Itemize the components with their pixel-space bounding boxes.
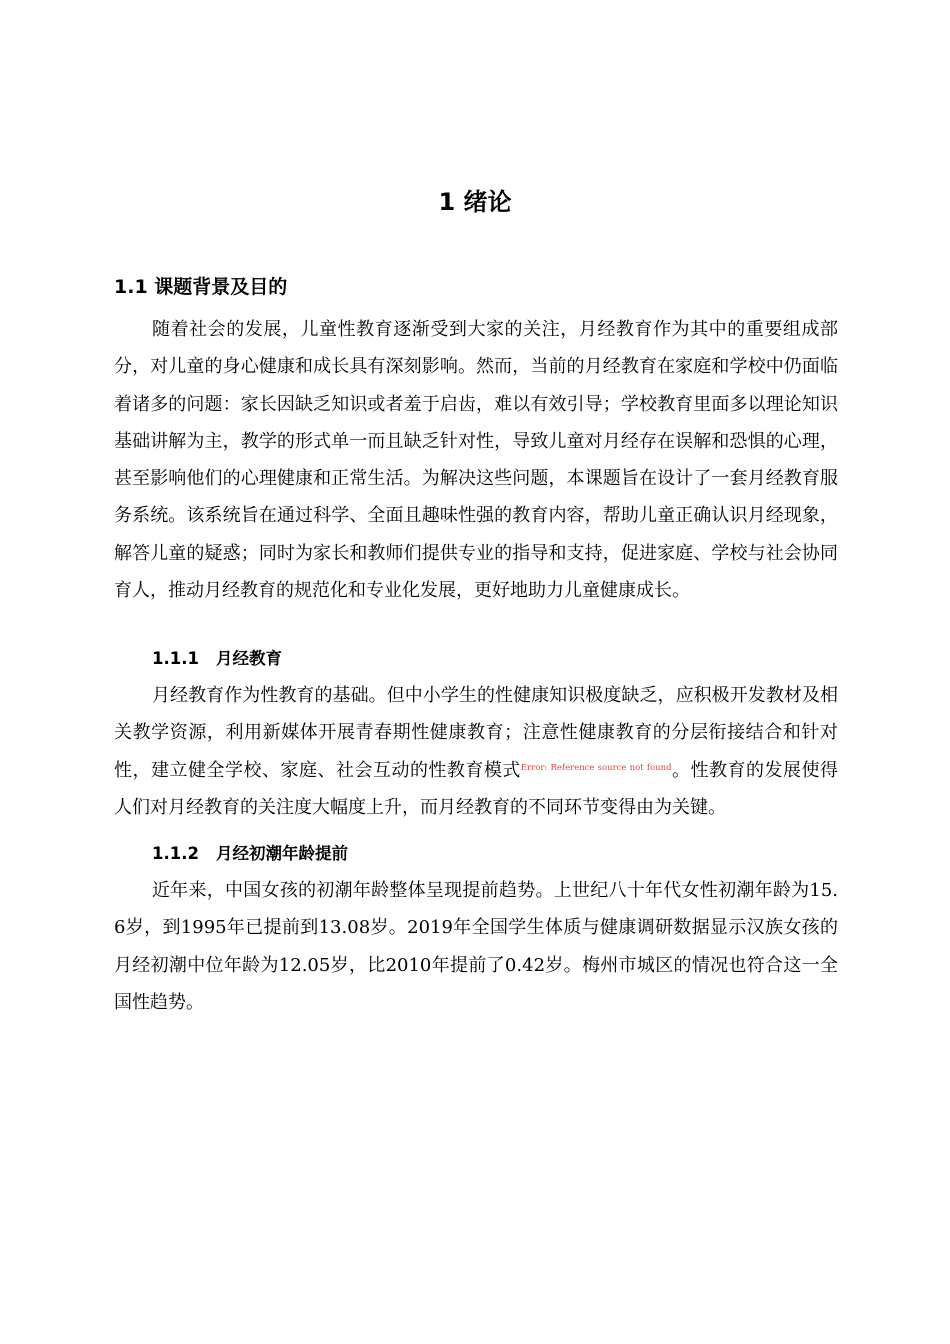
subsection-title-2: 月经初潮年龄提前 — [216, 844, 348, 863]
section-paragraph: 随着社会的发展，儿童性教育逐渐受到大家的关注，月经教育作为其中的重要组成部分，对儿童的身心健康和成长具有深刻影响。然而，当前的月经教育在家庭和学校中仍面临着诸多的问题：家长因缺乏知识或者羞于启齿，难以有效引导；学校教育里面多以理论知识基础讲解为主，教学的形式单一而且缺乏针对性，导致儿童对月经存在误解和恐惧的心理，甚至影响他们的心理健康和正常生活。为解决这些问题，本课题旨在设计了一套月经教育服务系统。该系统旨在通过科学、全面且趣味性强的教育内容，帮助儿童正确认识月经现象，解答儿童的疑惑；同时为家长和教师们提供专业的指导和支持，促进家庭、学校与社会协同育人，推动月经教育的规范化和专业化发展，更好地助力儿童健康成长。 — [114, 319, 838, 602]
subsection-title-1: 月经教育 — [216, 649, 282, 668]
subsection-paragraph-1 — [114, 677, 838, 826]
section-heading — [114, 273, 287, 301]
subsection-heading-1 — [152, 646, 282, 672]
section-title-text: 课题背景及目的 — [154, 276, 288, 298]
section-number: 1.1 — [114, 276, 148, 298]
subsection-heading-2 — [152, 841, 348, 867]
paragraph-text-before-ref: 月经教育作为性教育的基础。但中小学生的性健康知识极度缺乏，应积极开发教材及相关教学资源，利用新媒体开展青春期性健康教育；注意性健康教育的分层衔接结合和针对性，建立健全学校、家庭、社会互动的性教育模式 — [114, 685, 838, 781]
subsection-paragraph-2: 近年来，中国女孩的初潮年龄整体呈现提前趋势。上世纪八十年代女性初潮年龄为15.6岁，到1995年已提前到13.08岁。2019年全国学生体质与健康调研数据显示汉族女孩的月经初潮中位年龄为12.05岁，比2010年提前了0.42岁。梅州市城区的情况也符合这一全国性趋势。 — [114, 880, 838, 1013]
subsection-number-2: 1.1.2 — [152, 844, 199, 863]
paragraph-text-after-ref: 。性教育的发展使得人们对月经教育的关注度大幅度上升，而月经教育的不同环节变得由为关键。 — [114, 759, 838, 818]
chapter-title: 1 绪论 — [438, 188, 512, 216]
reference-error-field: Error: Reference source not found — [520, 762, 672, 773]
subsection-number-1: 1.1.1 — [152, 649, 199, 668]
